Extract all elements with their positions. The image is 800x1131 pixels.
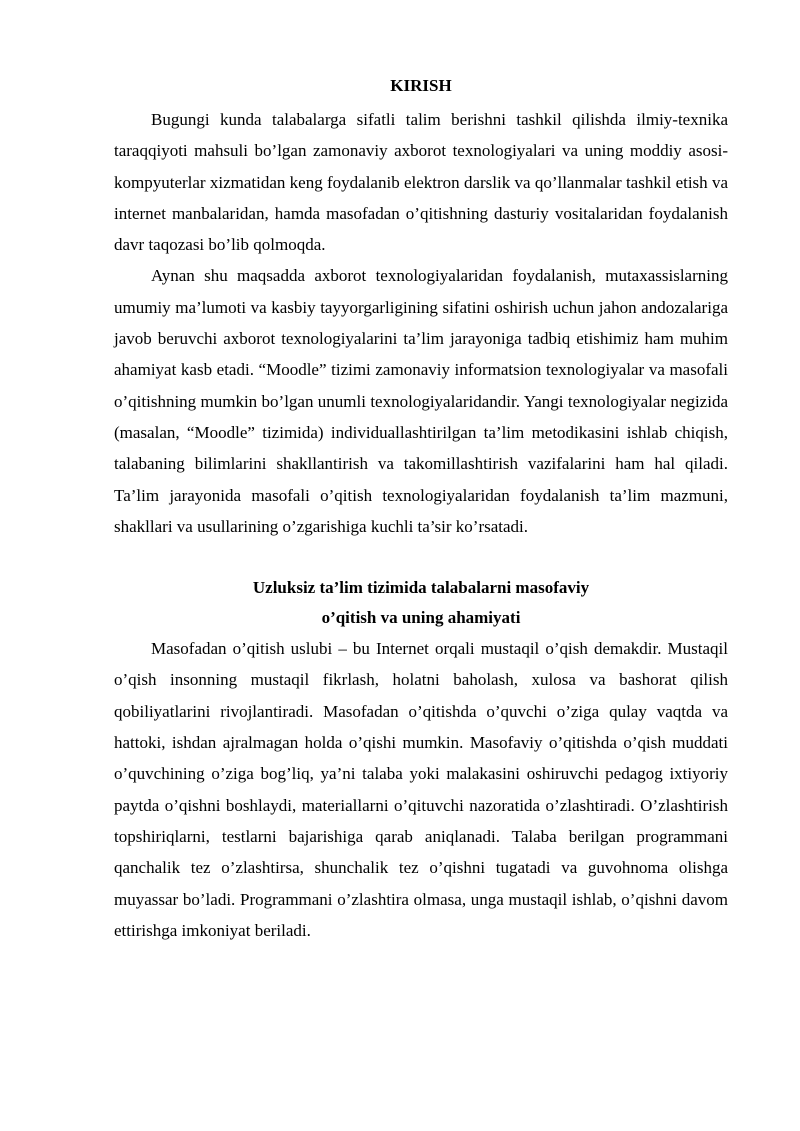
- section-heading-line-2: o’qitish va uning ahamiyati: [321, 608, 521, 628]
- document-title: KIRISH: [390, 76, 452, 95]
- intro-paragraph-1: Bugungi kunda talabalarga sifatli talim berishni tashkil qilishda ilmiy-texnika taraqqiyoti mahsuli bo’lgan zamonaviy axborot texnologiyalari va uning moddiy asosi-kompyuterlar xizmatidan keng foydalanib elektron darslik va qo’llanmalar tashkil etish va internet manbalaridan, hamda masofadan o’qitishning dasturiy vositalaridan foydalanish davr taqozasi bo’lib qolmoqda.: [114, 110, 728, 255]
- section-paragraph-1: Masofadan o’qitish uslubi – bu Internet orqali mustaqil o’qish demakdir. Mustaqil o’qish insonning mustaqil fikrlash, holatni baholash, xulosa va bashorat qilish qobiliyatlarini rivojlantiradi. Masofadan o’qitishda o’quvchi o’ziga qulay vaqtda va hattoki, ishdan ajralmagan holda o’qishi mumkin. Masofaviy o’qitishda o’qish muddati o’quvchining o’ziga bog’liq, ya’ni talaba yoki malakasini oshiruvchi pedagog ixtiyoriy paytda o’qishni boshlaydi, materiallarni o’qituvchi nazoratida o’zlashtiradi. O’zlashtirish topshiriqlarni, testlarni bajarishiga qarab aniqlanadi. Talaba berilgan programmani qanchalik tez o’zlashtirsa, shunchalik tez o’qishni tugatadi va guvohnoma olishga muyassar bo’ladi. Programmani o’zlashtira olmasa, unga mustaqil ishlab, o’qishni davom ettirishga imkoniyat beriladi.: [114, 639, 728, 940]
- section-heading-line-1: Uzluksiz ta’lim tizimida talabalarni masofaviy: [252, 578, 590, 598]
- intro-paragraph-2: Aynan shu maqsadda axborot texnologiyalaridan foydalanish, mutaxassislarning umumiy ma’lumoti va kasbiy tayyorgarligining sifatini oshirish uchun jahon andozalariga javob beruvchi axborot texnologiyalarini ta’lim jarayoniga tadbiq etishimiz ham muhim ahamiyat kasb etadi. “Moodle” tizimi zamonaviy informatsion texnologiyalar va masofali o’qitishning mumkin bo’lgan unumli texnologiyalaridandir. Yangi texnologiyalar negizida (masalan, “Moodle” tizimida) individuallashtirilgan ta’lim metodikasini ishlab chiqish, talabaning bilimlarini shakllantirish va takomillashtirish vazifalarini ham hal qiladi. Ta’lim jarayonida masofali o’qitish texnologiyalaridan foydalanish ta’lim mazmuni, shakllari va usullarining o’zgarishiga kuchli ta’sir ko’rsatadi.: [114, 266, 728, 536]
- section-spacer: [114, 542, 728, 573]
- document-body: [114, 70, 728, 946]
